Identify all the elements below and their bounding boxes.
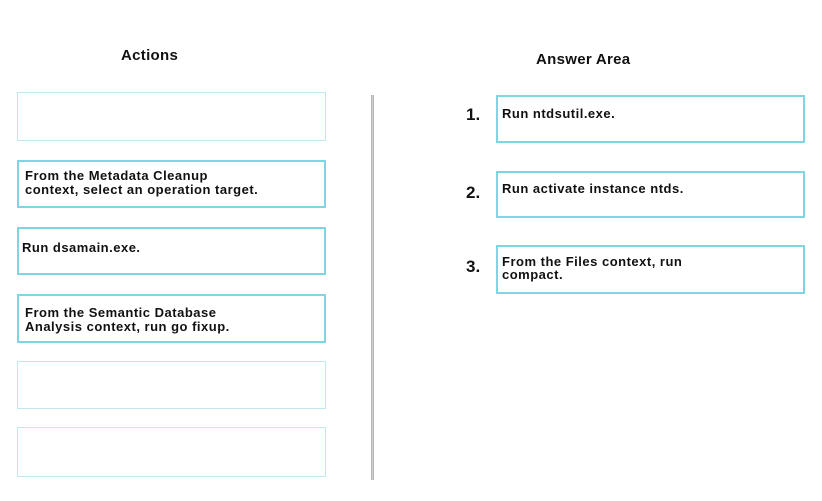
step-number-3: 3.	[466, 257, 481, 276]
step-number-2: 2.	[466, 183, 481, 202]
answer-step-3[interactable]: From the Files context, run compact.	[496, 245, 805, 294]
actions-heading: Actions	[121, 47, 179, 64]
action-item-metadata-cleanup[interactable]: From the Metadata Cleanup context, select an operation target.	[17, 160, 326, 208]
answer-step-2[interactable]: Run activate instance ntds.	[496, 171, 805, 218]
answer-area-heading: Answer Area	[536, 51, 631, 68]
answer-step-1[interactable]: Run ntdsutil.exe.	[496, 95, 805, 143]
action-item-run-dsamain[interactable]: Run dsamain.exe.	[17, 227, 326, 275]
action-slot-empty-2[interactable]	[17, 361, 326, 409]
action-slot-empty-3[interactable]	[17, 427, 326, 477]
step-number-1: 1.	[466, 105, 481, 124]
column-divider	[371, 95, 374, 480]
action-item-semantic-database-fixup[interactable]: From the Semantic Database Analysis context, run go fixup.	[17, 294, 326, 343]
action-slot-empty-1[interactable]	[17, 92, 326, 141]
